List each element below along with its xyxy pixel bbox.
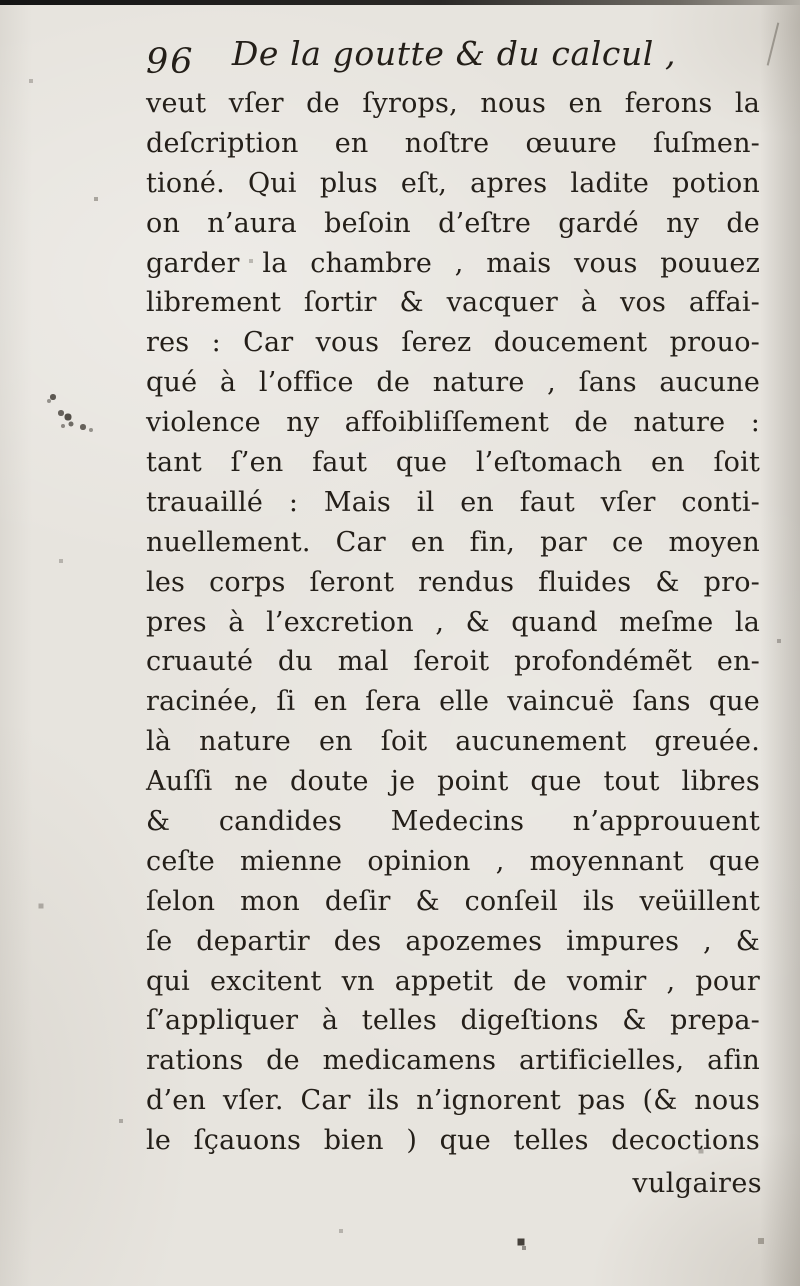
page-header: [146, 34, 762, 88]
running-title: De la goutte & du calcul ,: [231, 34, 677, 73]
text-line: qui excitent vn appetit de vomir , pour: [146, 965, 760, 997]
text-line: qué à l’office de nature , ſans aucune: [146, 367, 760, 399]
text-line: ceſte mienne opinion , moyennant que: [146, 845, 760, 877]
text-line: ſ’appliquer à telles digeſtions & prepa-: [146, 1005, 760, 1037]
text-line: tant ſ’en faut que l’eſtomach en ſoit: [146, 447, 760, 479]
text-line: nuellement. Car en fin, par ce moyen: [146, 526, 760, 558]
text-line: rations de medicamens artificielles, afin: [146, 1045, 760, 1077]
text-line: racinée, ſi en ſera elle vaincuë ſans que: [146, 686, 760, 718]
text-line: garder la chambre , mais vous pouuez: [146, 247, 760, 279]
stray-hair-mark: [767, 22, 779, 65]
text-line: trauaillé : Mais il en faut vſer conti-: [146, 486, 760, 518]
text-line: ſelon mon deſir & conſeil ils veüillent: [146, 885, 760, 917]
text-line: res : Car vous ſerez doucement prouo-: [146, 327, 760, 359]
text-line: les corps ſeront rendus fluides & pro-: [146, 566, 760, 598]
text-line: tioné. Qui plus eſt, apres ladite potion: [146, 167, 760, 199]
page-number: 96: [146, 42, 195, 82]
ink-smudge: [40, 390, 42, 392]
text-line: Auſſi ne doute je point que tout libres: [146, 766, 760, 798]
scan-top-edge: [0, 0, 800, 5]
text-line: là nature en ſoit aucunement greuée.: [146, 726, 760, 758]
text-line: violence ny affoibliſſement de nature :: [146, 407, 760, 439]
text-line: & candides Medecins n’approuuent: [146, 806, 760, 838]
catchword: vulgaires: [632, 1168, 762, 1199]
text-line: on n’aura beſoin d’eſtre gardé ny de: [146, 207, 760, 239]
text-line: pres à l’excretion , & quand meſme la: [146, 606, 760, 638]
text-line: librement ſortir & vacquer à vos affai-: [146, 287, 760, 319]
text-line: d’en vſer. Car ils n’ignorent pas (& nous: [146, 1085, 760, 1117]
text-line: cruauté du mal ſeroit profondémẽt en-: [146, 646, 760, 678]
text-block: [146, 84, 760, 1161]
paper-specks: [0, 0, 2, 2]
text-line: ſe departir des apozemes impures , &: [146, 925, 760, 957]
text-line: veut vſer de ſyrops, nous en ferons la: [146, 88, 760, 119]
text-line: deſcription en noſtre œuure ſuſmen-: [146, 127, 760, 159]
text-line: le ſçauons bien ) que telles decoctions: [146, 1125, 760, 1157]
